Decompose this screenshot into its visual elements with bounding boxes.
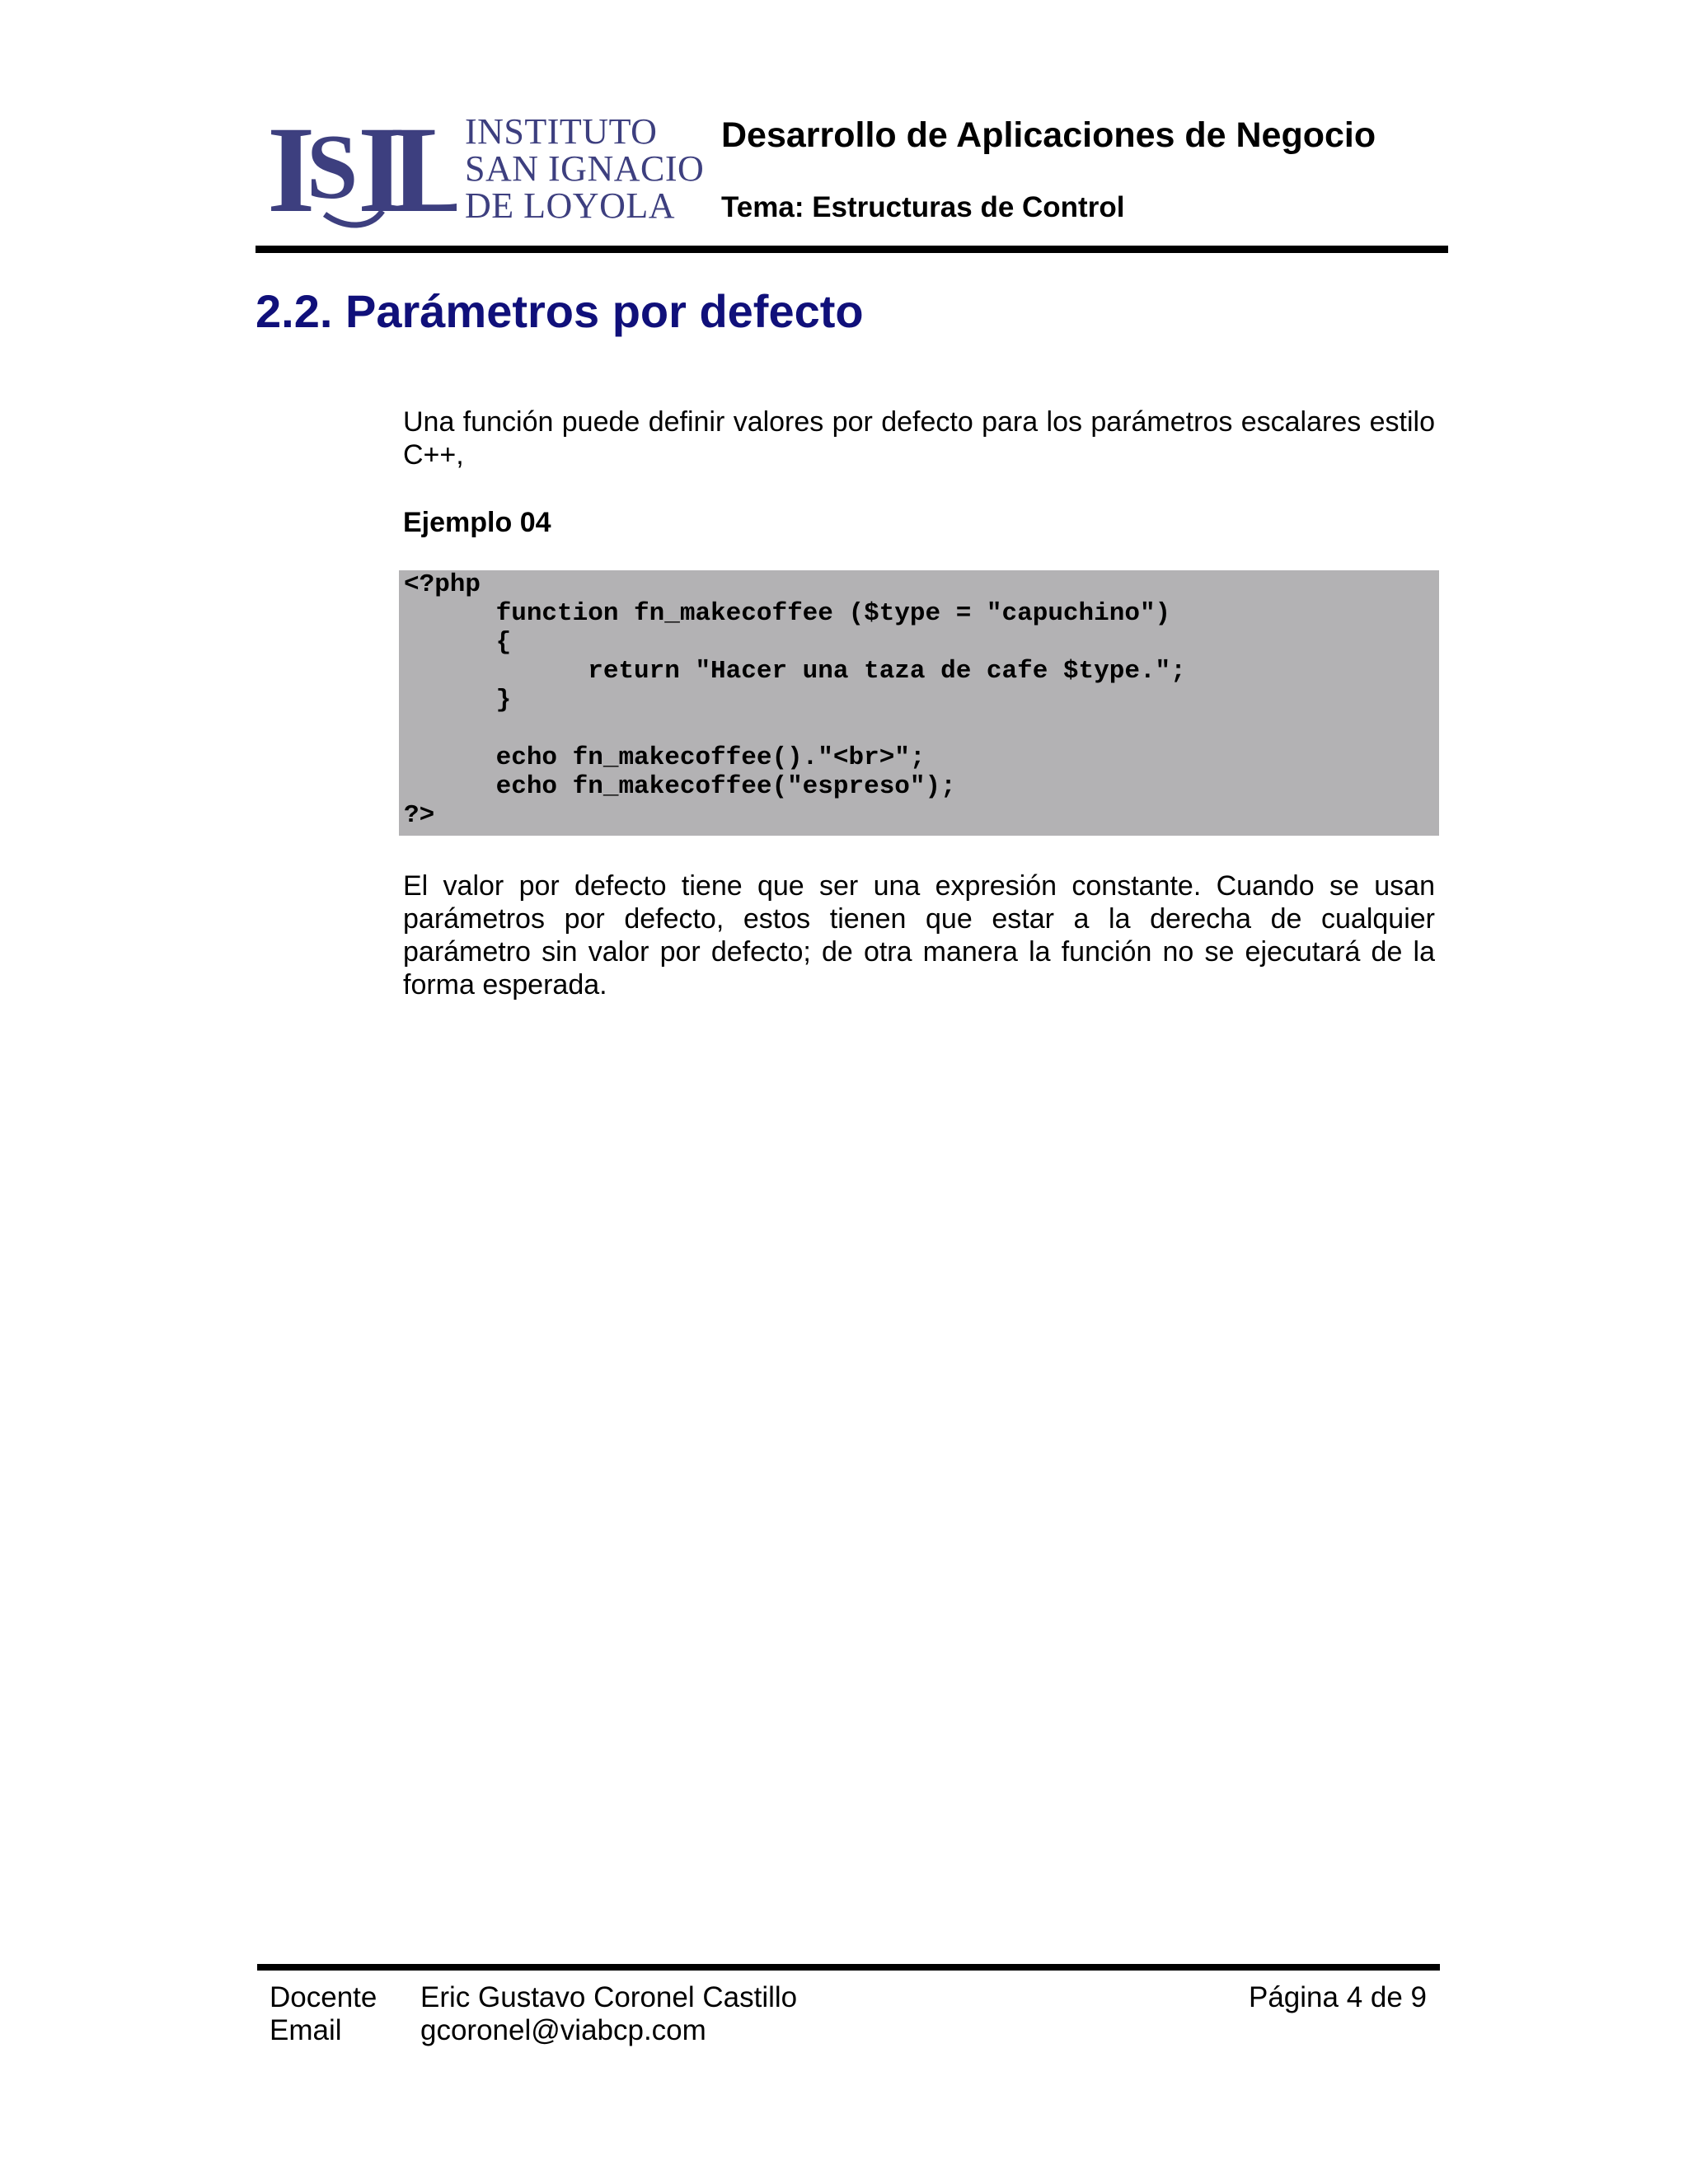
logo-wordmark bbox=[465, 111, 705, 226]
code-line: function fn_makecoffee ($type = "capuchino") bbox=[404, 599, 1171, 628]
outro-paragraph: El valor por defecto tiene que ser una expresión constante. Cuando se usan parámetros por defecto, estos tienen que estar a la derecha de cualquier parámetro sin valor por defecto; de otra manera la función no se ejecutará de la forma esperada. bbox=[403, 870, 1435, 1001]
footer-docente-value: Eric Gustavo Coronel Castillo bbox=[420, 1981, 798, 2013]
footer-docente-label: Docente bbox=[270, 1981, 377, 2013]
code-line: { bbox=[404, 628, 512, 657]
logo-line-3: DE LOYOLA bbox=[465, 185, 676, 226]
code-line: ?> bbox=[404, 801, 435, 830]
isil-monogram-icon bbox=[267, 105, 457, 229]
outro-block bbox=[403, 869, 1435, 1001]
svg-text:L: L bbox=[391, 105, 457, 229]
logo-line-1: INSTITUTO bbox=[465, 111, 658, 152]
footer-email-label: Email bbox=[270, 2014, 342, 2046]
page-header bbox=[256, 99, 1451, 251]
footer-divider bbox=[257, 1964, 1440, 1971]
svg-text:S: S bbox=[307, 116, 359, 218]
intro-block bbox=[403, 405, 1435, 471]
svg-text:I: I bbox=[267, 105, 316, 229]
code-line: <?php bbox=[404, 570, 481, 599]
institute-logo bbox=[267, 105, 704, 229]
logo-line-2: SAN IGNACIO bbox=[465, 148, 705, 189]
header-divider bbox=[256, 246, 1448, 253]
footer-page-number: Página 4 de 9 bbox=[1249, 1981, 1428, 2013]
footer-email-value: gcoronel@viabcp.com bbox=[420, 2014, 706, 2046]
intro-paragraph: Una función puede definir valores por defecto para los parámetros escalares estilo C++, bbox=[403, 406, 1435, 471]
example-label: Ejemplo 04 bbox=[403, 507, 551, 538]
course-topic: Tema: Estructuras de Control bbox=[721, 191, 1125, 223]
code-line: echo fn_makecoffee()."<br>"; bbox=[404, 743, 926, 772]
code-line: return "Hacer una taza de cafe $type."; bbox=[404, 657, 1186, 686]
course-title: Desarrollo de Aplicaciones de Negocio bbox=[721, 115, 1376, 155]
svg-text:I: I bbox=[358, 105, 406, 229]
code-line: echo fn_makecoffee("espreso"); bbox=[404, 772, 956, 801]
code-line: } bbox=[404, 686, 512, 715]
section-heading: 2.2. Parámetros por defecto bbox=[256, 285, 864, 337]
code-block bbox=[399, 570, 1439, 836]
